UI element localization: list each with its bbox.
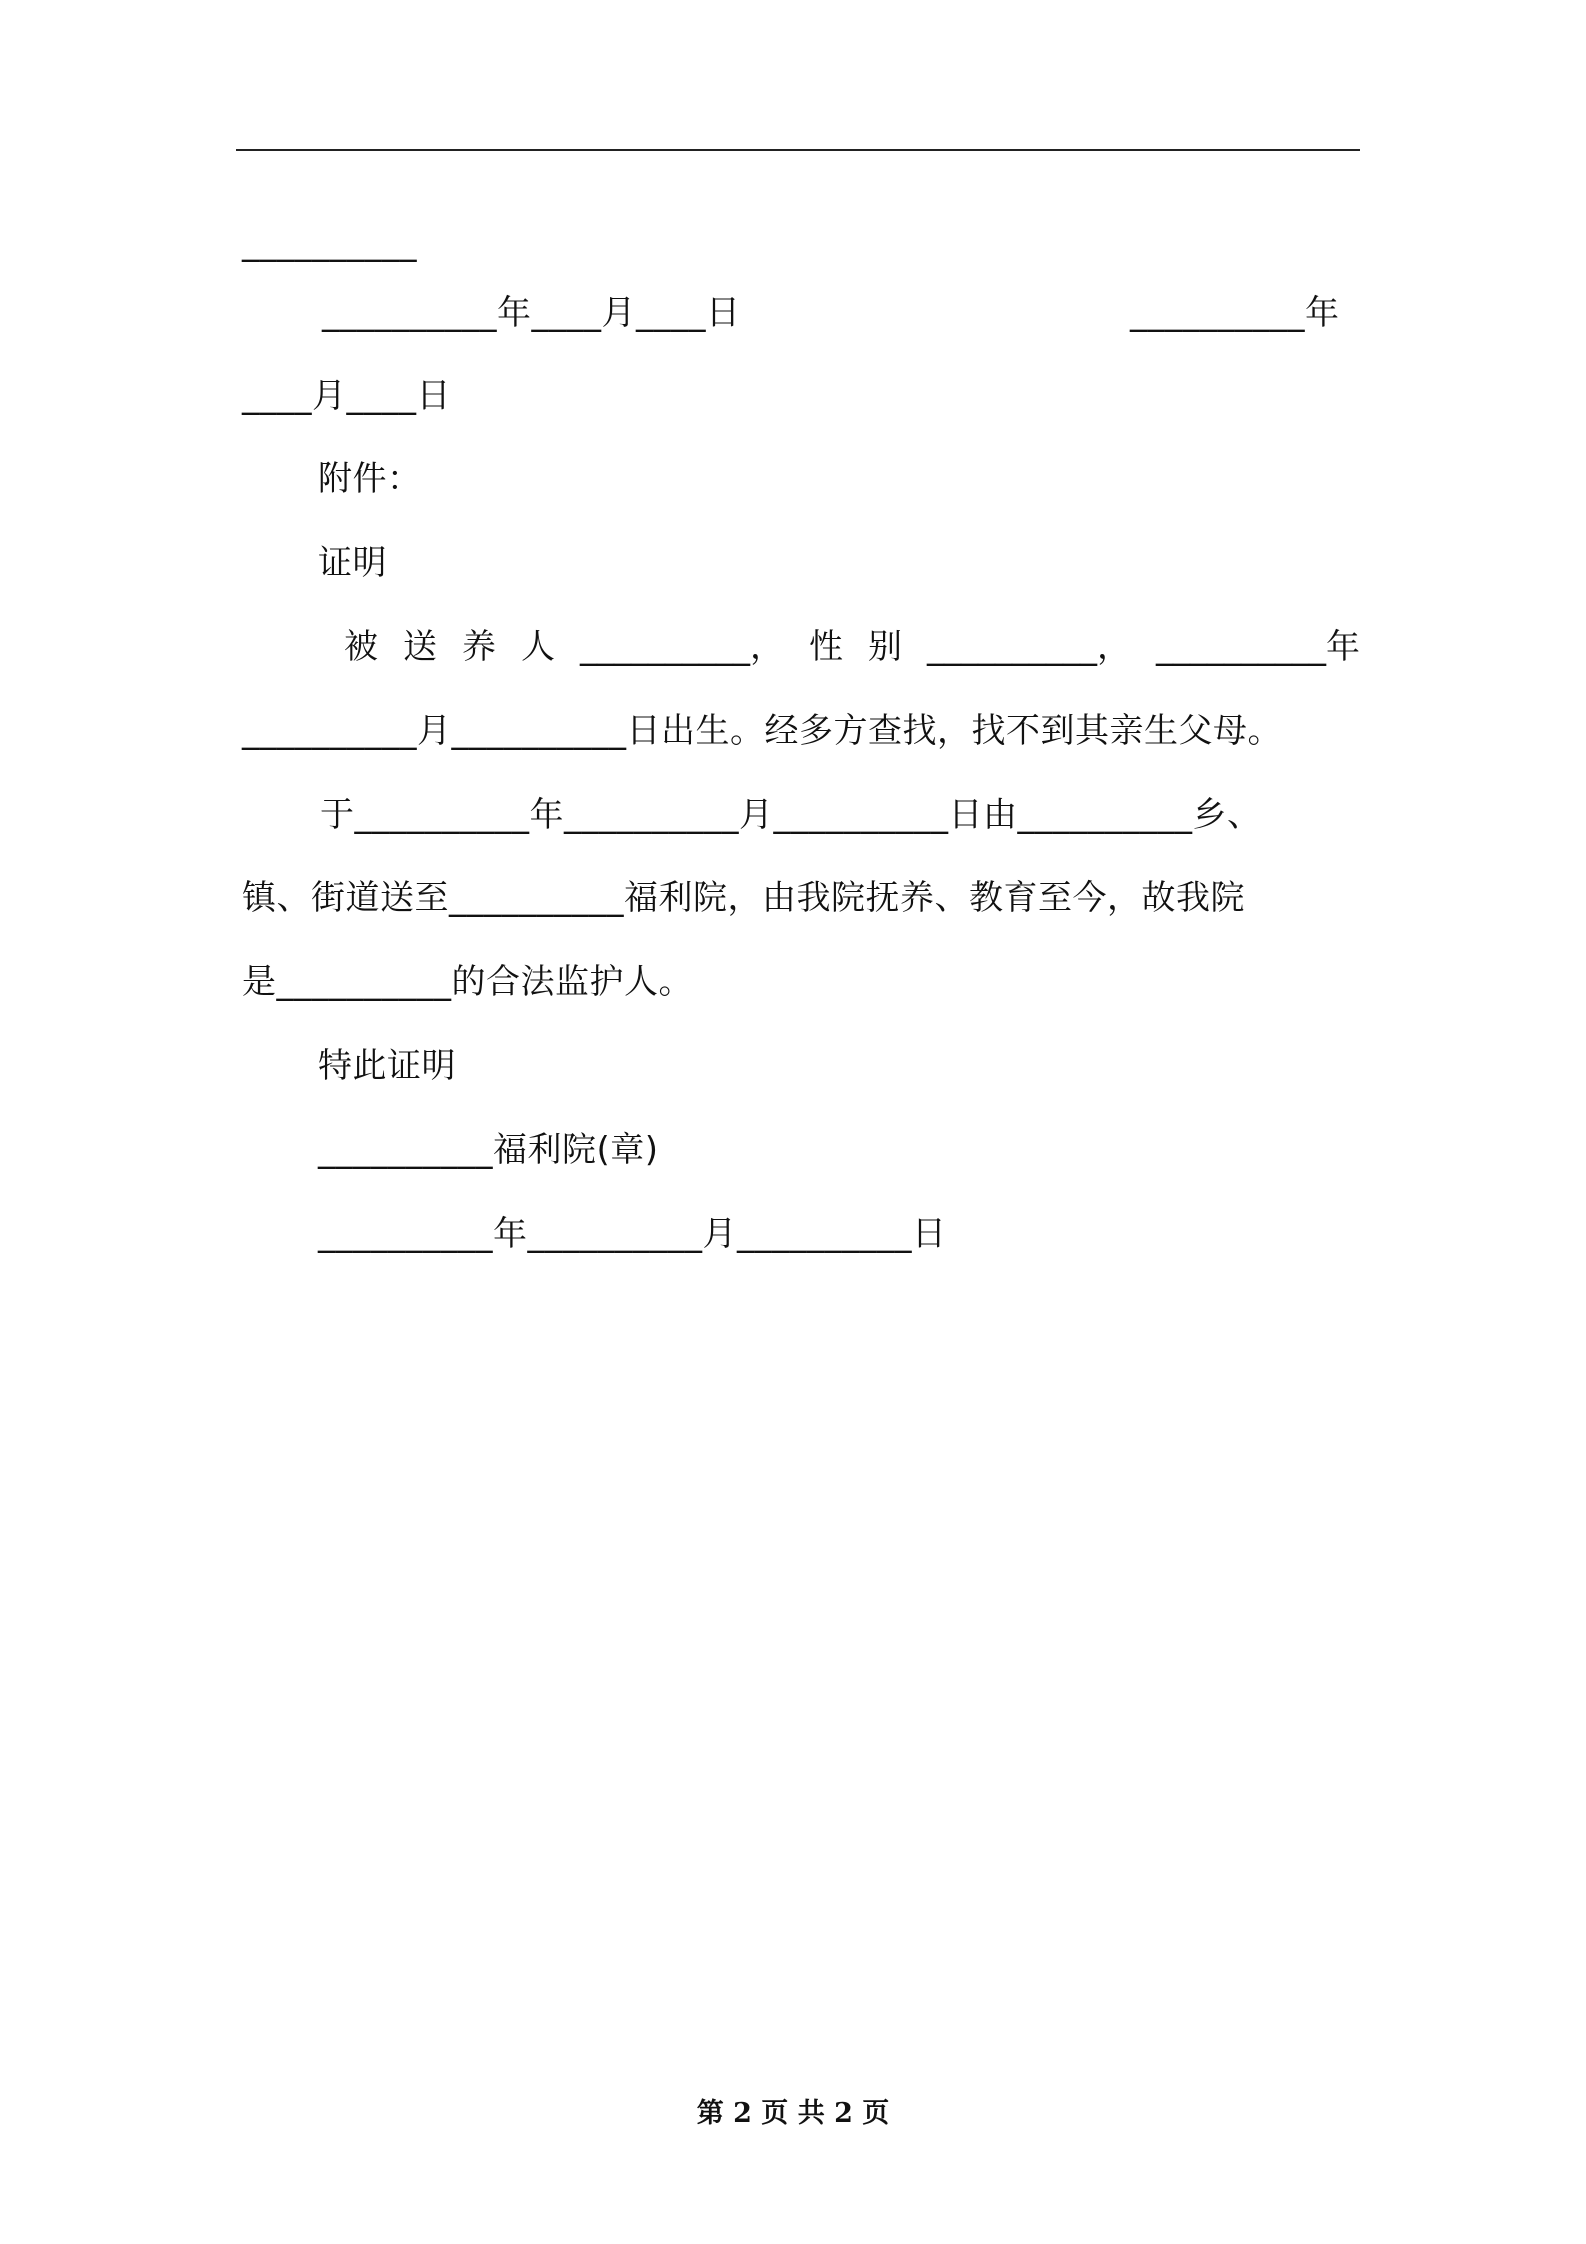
- closing-text: 特此证明: [318, 1046, 456, 1086]
- body-word: 养: [462, 627, 496, 667]
- page-number: 第 2 页 共 2 页: [696, 2098, 890, 2129]
- body-line-2: __________月__________日出生。经多方查找，找不到其亲生父母。: [242, 711, 1282, 751]
- header-rule: [236, 149, 1360, 151]
- body-word: 性: [809, 627, 843, 667]
- body-line-3: 于__________年__________月__________日由__________乡、: [320, 795, 1262, 835]
- body-word: 人: [521, 627, 555, 667]
- signature-line: __________福利院(章): [318, 1130, 659, 1170]
- date-line-continued: ____月____日: [242, 376, 451, 416]
- signature-date-line: __________年__________月__________日: [318, 1214, 947, 1254]
- body-word: 被: [344, 627, 378, 667]
- blank-line: __________: [242, 223, 417, 263]
- attachment-label: 附件：: [318, 459, 422, 499]
- date-line-left: __________年____月____日: [322, 293, 741, 333]
- body-word: 送: [403, 627, 437, 667]
- body-word: __________，: [927, 627, 1131, 667]
- body-line-4: 镇、街道送至__________福利院，由我院抚养、教育至今，故我院: [242, 878, 1245, 918]
- body-word: __________年: [1156, 627, 1360, 667]
- body-line-1: [344, 627, 1360, 667]
- body-word: 别: [868, 627, 902, 667]
- date-line-right: __________年: [1130, 293, 1340, 333]
- body-line-5: 是__________的合法监护人。: [242, 962, 693, 1002]
- certificate-title: 证明: [318, 543, 387, 583]
- body-word: __________，: [580, 627, 784, 667]
